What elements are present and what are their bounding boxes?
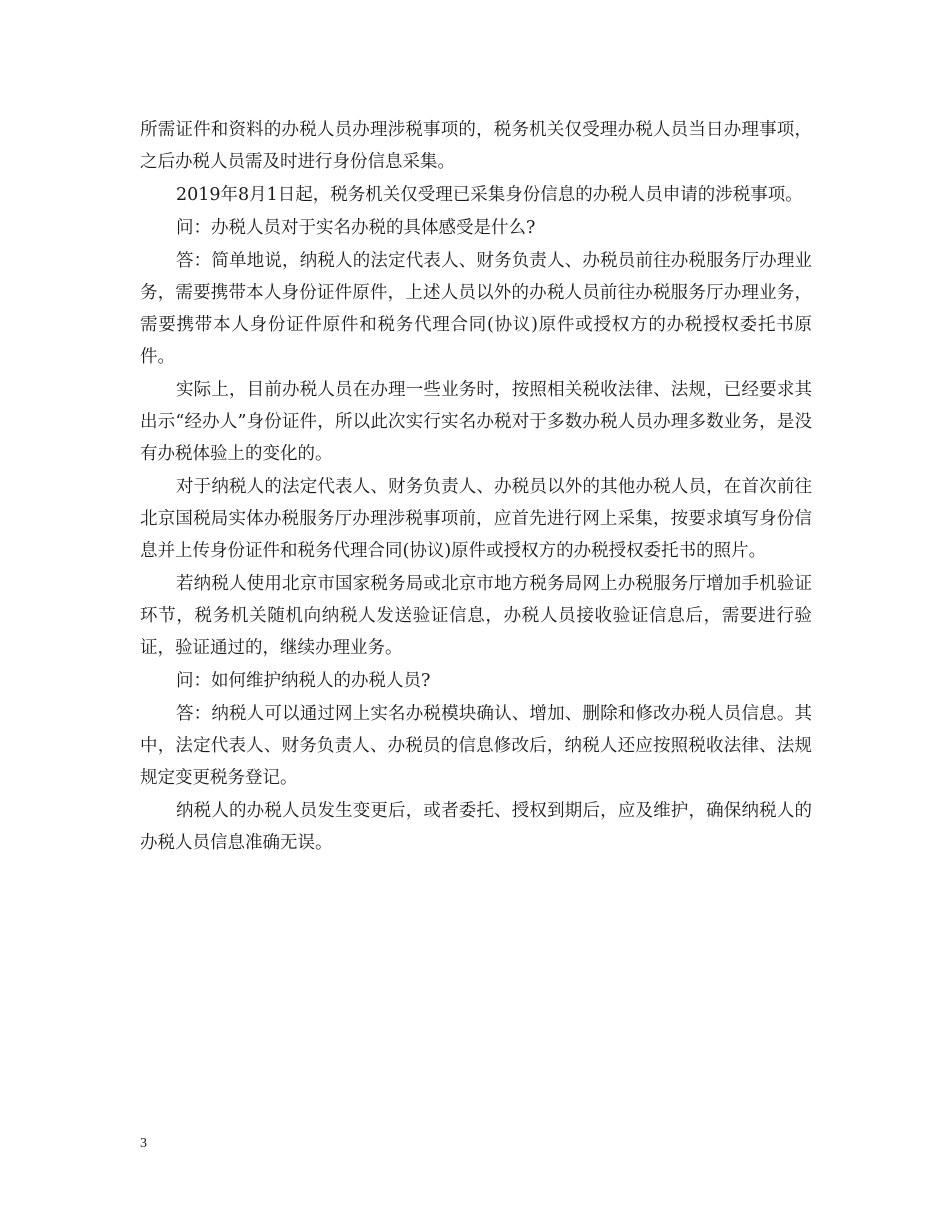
paragraph-6: 对于纳税人的法定代表人、财务负责人、办税员以外的其他办税人员，在首次前往北京国税局实体办税服务厅办理涉税事项前，应首先进行网上采集，按要求填写身份信息并上传身份证件和税务代理合同(协议)原件或授权方的办税授权委托书的照片。 [140,477,812,561]
paragraph-2: 2019年8月1日起，税务机关仅受理已采集身份信息的办税人员申请的涉税事项。 [176,185,803,205]
answer-2: 答：纳税人可以通过网上实名办税模块确认、增加、删除和修改办税人员信息。其中，法定代表人、财务负责人、办税员的信息修改后，纳税人还应按照税收法律、法规规定变更税务登记。 [140,704,812,788]
question-1: 问：办税人员对于实名办税的具体感受是什么? [176,218,536,238]
paragraph-1: 所需证件和资料的办税人员办理涉税事项的，税务机关仅受理办税人员当日办理事项，之后办税人员需及时进行身份信息采集。 [140,120,812,172]
paragraph-7: 若纳税人使用北京市国家税务局或北京市地方税务局网上办税服务厅增加手机验证环节，税务机关随机向纳税人发送验证信息，办税人员接收验证信息后，需要进行验证，验证通过的，继续办理业务。 [140,574,812,658]
document-body [140,114,812,860]
paragraph-10: 纳税人的办税人员发生变更后，或者委托、授权到期后，应及维护，确保纳税人的办税人员信息准确无误。 [140,801,812,853]
answer-1: 答：简单地说，纳税人的法定代表人、财务负责人、办税员前往办税服务厅办理业务，需要携带本人身份证件原件，上述人员以外的办税人员前往办税服务厅办理业务，需要携带本人身份证件原件和税务代理合同(协议)原件或授权方的办税授权委托书原件。 [140,251,812,367]
page-number: 3 [140,1136,147,1151]
question-2: 问：如何维护纳税人的办税人员? [176,671,431,691]
paragraph-5: 实际上，目前办税人员在办理一些业务时，按照相关税收法律、法规，已经要求其出示“经办人”身份证件，所以此次实行实名办税对于多数办税人员办理多数业务，是没有办税体验上的变化的。 [140,380,812,464]
